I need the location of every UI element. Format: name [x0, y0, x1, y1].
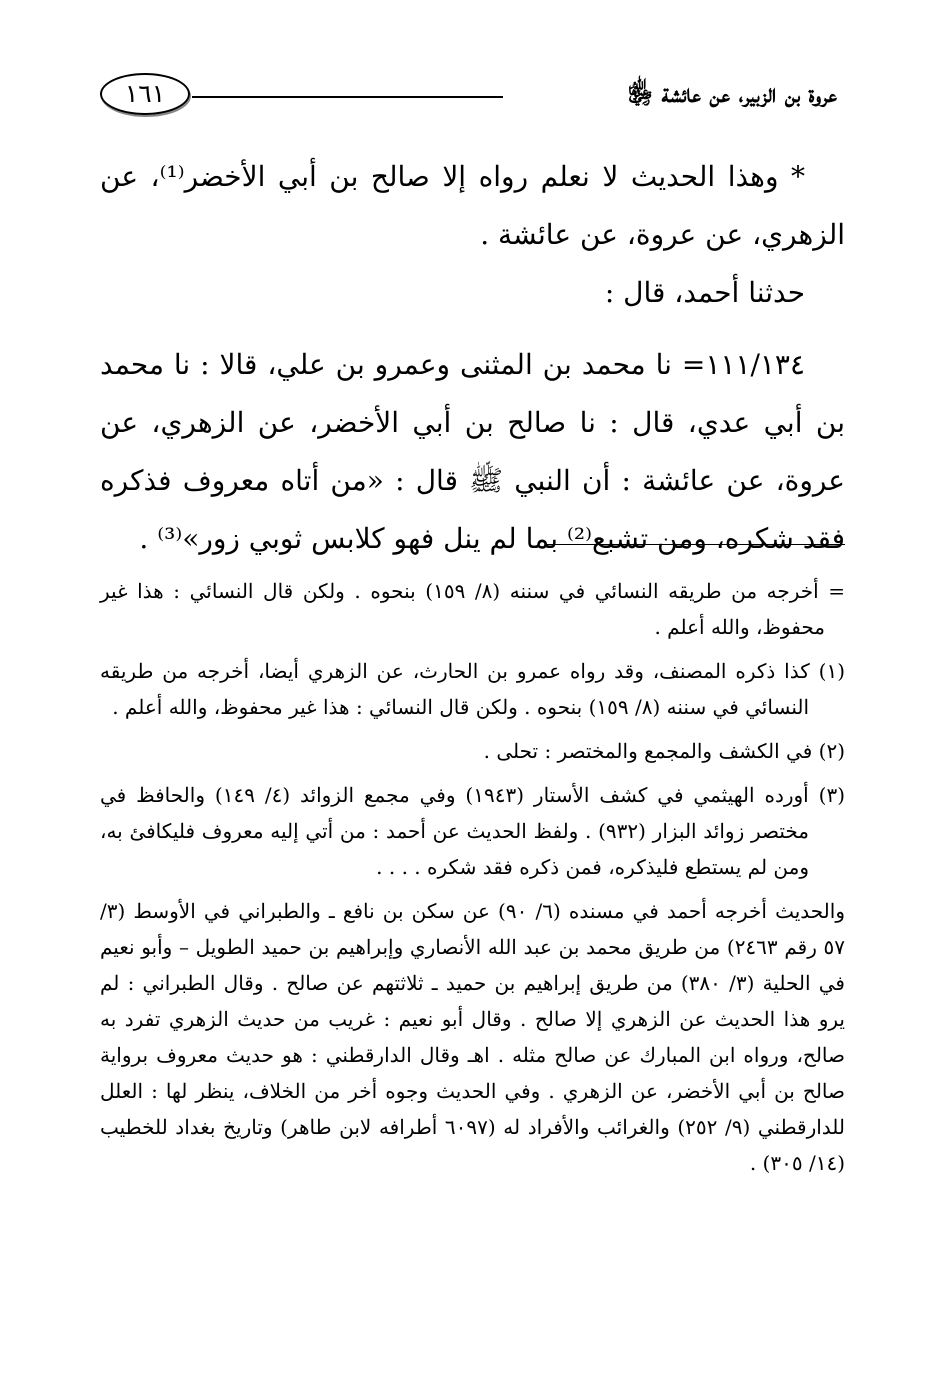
header-rule — [192, 96, 503, 98]
page-number-badge: ١٦١ — [100, 73, 190, 115]
book-page — [100, 70, 845, 1330]
running-title: عروة بن الزبير، عن عائشة ﵂ — [627, 79, 837, 108]
footnote-separator — [545, 544, 845, 545]
footnote-2: (٢) في الكشف والمجمع والمختصر : تحلى . — [483, 739, 845, 763]
footnote-3: (٣) أورده الهيثمي في كشف الأستار (١٩٤٣) وفي مجمع الزوائد (٤/ ١٤٩) والحافظ في مختصر زوائد البزار (٩٣٢) . ولفظ الحديث عن أحمد : من أتي إليه معروف فليكافئ به، ومن لم يستطع فليذكره، فمن ذكره فقد شكره . . . . — [100, 783, 846, 879]
chain-intro: حدثنا أحمد، قال : — [604, 276, 805, 309]
footnote-continuation: = أخرجه من طريقه النسائي في سننه (٨/ ١٥٩) بنحوه . ولكن قال النسائي : هذا غير محفوظ، والله أعلم . — [100, 579, 845, 639]
main-paragraph: * وهذا الحديث لا نعلم رواه إلا صالح بن أبي الأخضر⁽¹⁾، عن الزهري، عن عروة، عن عائشة . — [100, 160, 845, 251]
footnote-3-continued: والحديث أخرجه أحمد في مسنده (٦/ ٩٠) عن سكن بن نافع ـ والطبراني في الأوسط (٣/ ٥٧ رقم ٢٤٦٣) من طريق محمد بن عبد الله الأنصاري وإبراهيم بن حميد الطويل – وأبو نعيم في الحلية (٣/ ٣٨٠) من طريق إبراهيم بن حميد ـ ثلاثتهم عن صالح . وقال الطبراني : لم يرو هذا الحديث عن الزهري إلا صالح . وقال أبو نعيم : غريب من حديث الزهري تفرد به صالح، ورواه ابن المبارك عن صالح مثله . اهـ وقال الدارقطني : هو حديث معروف برواية صالح بن أبي الأخضر، عن الزهري . وفي الحديث وجوه أخر من الخلاف، ينظر لها : العلل للدارقطني (٩/ ٢٥٢) والغرائب والأفراد له (٦٠٩٧ أطرافه لابن طاهر) وتاريخ بغداد للخطيب (١٤/ ٣٠٥) . — [100, 899, 845, 1175]
page-header — [100, 70, 845, 120]
footnotes — [100, 573, 845, 1189]
footnote-1: (١) كذا ذكره المصنف، وقد رواه عمرو بن الحارث، عن الزهري أيضا، أخرجه من طريقه النسائي في سننه (٨/ ١٥٩) بنحوه . ولكن قال النسائي : هذا غير محفوظ، والله أعلم . — [100, 659, 845, 719]
hadith-paragraph: ١١١/١٣٤= نا محمد بن المثنى وعمرو بن علي، قالا : نا محمد بن أبي عدي، قال : نا صالح بن أبي الأخضر، عن الزهري، عن عروة، عن عائشة : أن النبي ﷺ قال : «من أتاه معروف فذكره فقد شكره، ومن تشبع⁽²⁾ بما لم ينل فهو كلابس ثوبي زور»⁽³⁾ . — [100, 348, 845, 555]
main-text — [100, 148, 845, 568]
